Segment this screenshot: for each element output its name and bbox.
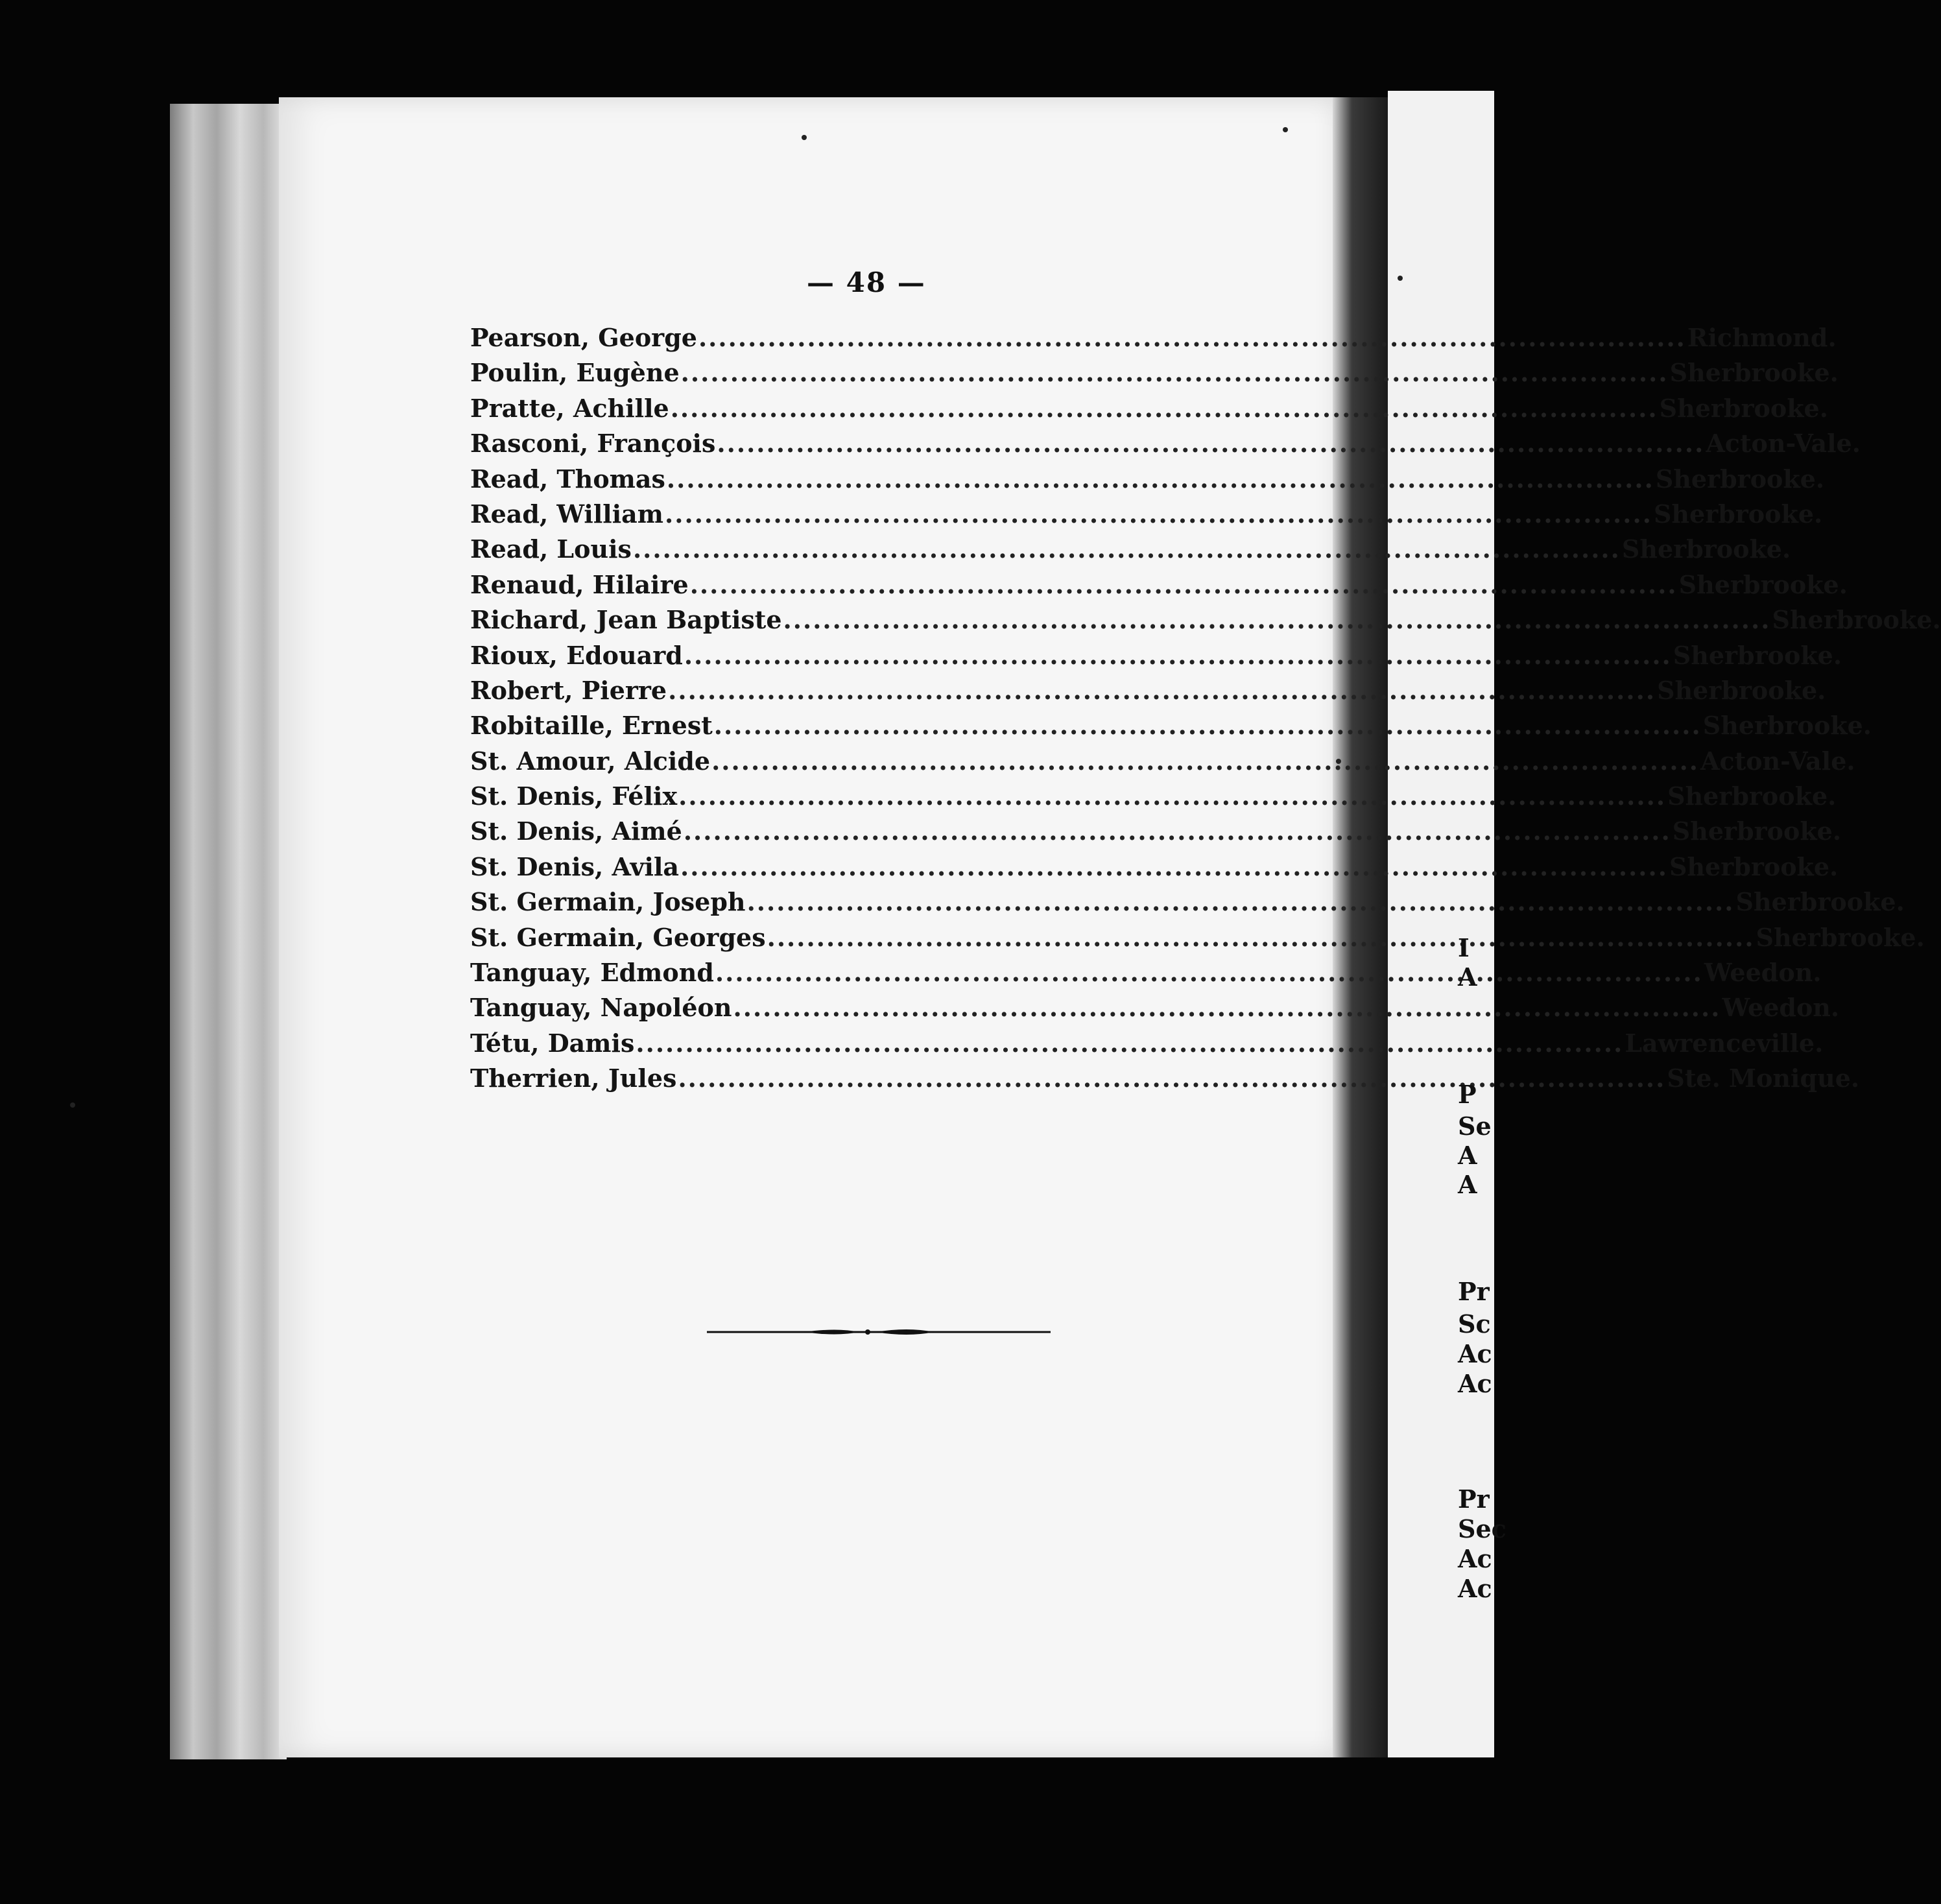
dot-leader (678, 781, 1666, 811)
entry-place: Acton-Vale. (1700, 746, 1855, 776)
list-item (470, 569, 1848, 605)
entry-name: Tanguay, Napoléon (470, 993, 732, 1023)
list-item (470, 711, 1872, 746)
entry-place: Sherbrooke. (1678, 569, 1848, 599)
entry-name: Poulin, Eugène (470, 358, 680, 388)
list-item (470, 429, 1861, 464)
facing-page-fragment: A (1458, 1170, 1477, 1199)
entry-name: St. Amour, Alcide (470, 746, 711, 776)
entry-place: Sherbrooke. (1621, 534, 1791, 564)
entry-place: Ste. Monique. (1667, 1064, 1860, 1093)
entry-place: Sherbrooke. (1735, 887, 1905, 917)
entry-place: Weedon. (1704, 958, 1822, 988)
entry-place: Weedon. (1722, 993, 1840, 1023)
list-item (470, 816, 1842, 851)
facing-page-fragment: Se (1458, 1112, 1492, 1141)
entry-name: St. Germain, Joseph (470, 887, 746, 917)
entry-place: Sherbrooke. (1772, 605, 1941, 635)
facing-page-fragment: I (1458, 933, 1470, 962)
ink-speck (1336, 759, 1341, 764)
entry-name: Read, Louis (470, 534, 632, 564)
entry-name: St. Germain, Georges (470, 922, 766, 952)
entry-name: Robert, Pierre (470, 675, 667, 705)
entry-name: Robitaille, Ernest (470, 711, 713, 741)
dot-leader (665, 499, 1652, 529)
dot-leader (678, 1064, 1665, 1093)
list-item (470, 1064, 1860, 1099)
entry-name: Read, William (470, 499, 663, 529)
entry-name: Tanguay, Edmond (470, 958, 714, 988)
facing-page-fragment: Sec (1458, 1514, 1506, 1543)
facing-page-fragment: Ac (1458, 1544, 1492, 1573)
list-item (470, 640, 1842, 676)
dot-leader (684, 816, 1671, 846)
list-item (470, 851, 1839, 887)
list-item (470, 675, 1826, 711)
list-item (470, 358, 1839, 393)
entry-place: Sherbrooke. (1669, 358, 1839, 388)
page-number: — 48 — (807, 267, 926, 298)
dot-leader (671, 394, 1658, 423)
facing-page-fragment: Sc (1458, 1309, 1491, 1339)
list-item (470, 958, 1822, 993)
entry-name: Richard, Jean Baptiste (470, 605, 782, 635)
dot-leader (767, 923, 1755, 952)
list-item (470, 393, 1828, 429)
entry-name: St. Denis, Félix (470, 781, 678, 811)
entry-place: Sherbrooke. (1672, 816, 1842, 846)
entry-place: Sherbrooke. (1702, 711, 1872, 741)
entry-name: Rasconi, François (470, 429, 716, 458)
ink-speck (1283, 127, 1288, 132)
dot-leader (717, 429, 1704, 458)
entry-place: Sherbrooke. (1659, 393, 1828, 423)
list-item (470, 534, 1791, 569)
ink-speck (1398, 276, 1403, 281)
facing-page-fragment: Pr (1458, 1484, 1490, 1514)
name-list (470, 323, 1941, 1099)
entry-name: Pratte, Achille (470, 393, 669, 423)
entry-place: Sherbrooke. (1669, 851, 1839, 881)
entry-name: St. Denis, Aimé (470, 816, 682, 846)
dot-leader (668, 676, 1656, 705)
dot-leader (714, 711, 1702, 740)
dot-leader (698, 323, 1686, 352)
dot-leader (711, 746, 1699, 776)
entry-name: Renaud, Hilaire (470, 569, 689, 599)
dot-leader (783, 605, 1771, 634)
facing-page-fragment: Ac (1458, 1339, 1492, 1368)
facing-page-fragment: Ac (1458, 1369, 1492, 1398)
entry-place: Sherbrooke. (1653, 499, 1823, 529)
entry-place: Sherbrooke. (1655, 464, 1825, 494)
dot-leader (681, 358, 1669, 387)
list-item (470, 781, 1837, 816)
entry-name: Pearson, George (470, 323, 697, 352)
entry-place: Sherbrooke. (1657, 675, 1826, 705)
list-item (470, 323, 1837, 358)
list-item (470, 887, 1905, 922)
dot-leader (680, 852, 1668, 881)
list-item (470, 746, 1855, 781)
list-item (470, 1028, 1824, 1064)
page-block-edge (170, 104, 287, 1759)
facing-page-fragment: A (1458, 962, 1477, 992)
facing-page-fragment: P (1458, 1080, 1477, 1109)
list-item (470, 464, 1825, 499)
entry-place: Lawrenceville. (1625, 1028, 1824, 1058)
list-item (470, 922, 1925, 958)
dot-leader (684, 641, 1672, 670)
dot-leader (715, 958, 1703, 987)
list-item (470, 993, 1840, 1028)
entry-place: Sherbrooke. (1756, 922, 1925, 952)
entry-name: Therrien, Jules (470, 1064, 677, 1093)
entry-place: Sherbrooke. (1667, 781, 1837, 811)
dot-leader (667, 464, 1654, 494)
ink-speck (70, 1102, 75, 1108)
dot-leader (733, 993, 1721, 1022)
list-item (470, 499, 1823, 534)
entry-name: Rioux, Edouard (470, 640, 683, 670)
entry-place: Sherbrooke. (1673, 640, 1842, 670)
entry-name: Read, Thomas (470, 464, 665, 494)
facing-page-fragment: Pr (1458, 1277, 1490, 1306)
dot-leader (747, 887, 1735, 916)
list-item (470, 605, 1941, 640)
entry-name: St. Denis, Avila (470, 851, 680, 881)
ornamental-rule (707, 1326, 1051, 1338)
ink-speck (802, 135, 807, 140)
entry-place: Richmond. (1687, 323, 1837, 352)
dot-leader (636, 1029, 1623, 1058)
facing-page-fragment: Ac (1458, 1574, 1492, 1603)
entry-name: Tétu, Damis (470, 1028, 635, 1058)
entry-place: Acton-Vale. (1706, 429, 1861, 458)
dot-leader (690, 570, 1678, 599)
facing-page-fragment: A (1458, 1141, 1477, 1170)
dot-leader (633, 534, 1621, 564)
